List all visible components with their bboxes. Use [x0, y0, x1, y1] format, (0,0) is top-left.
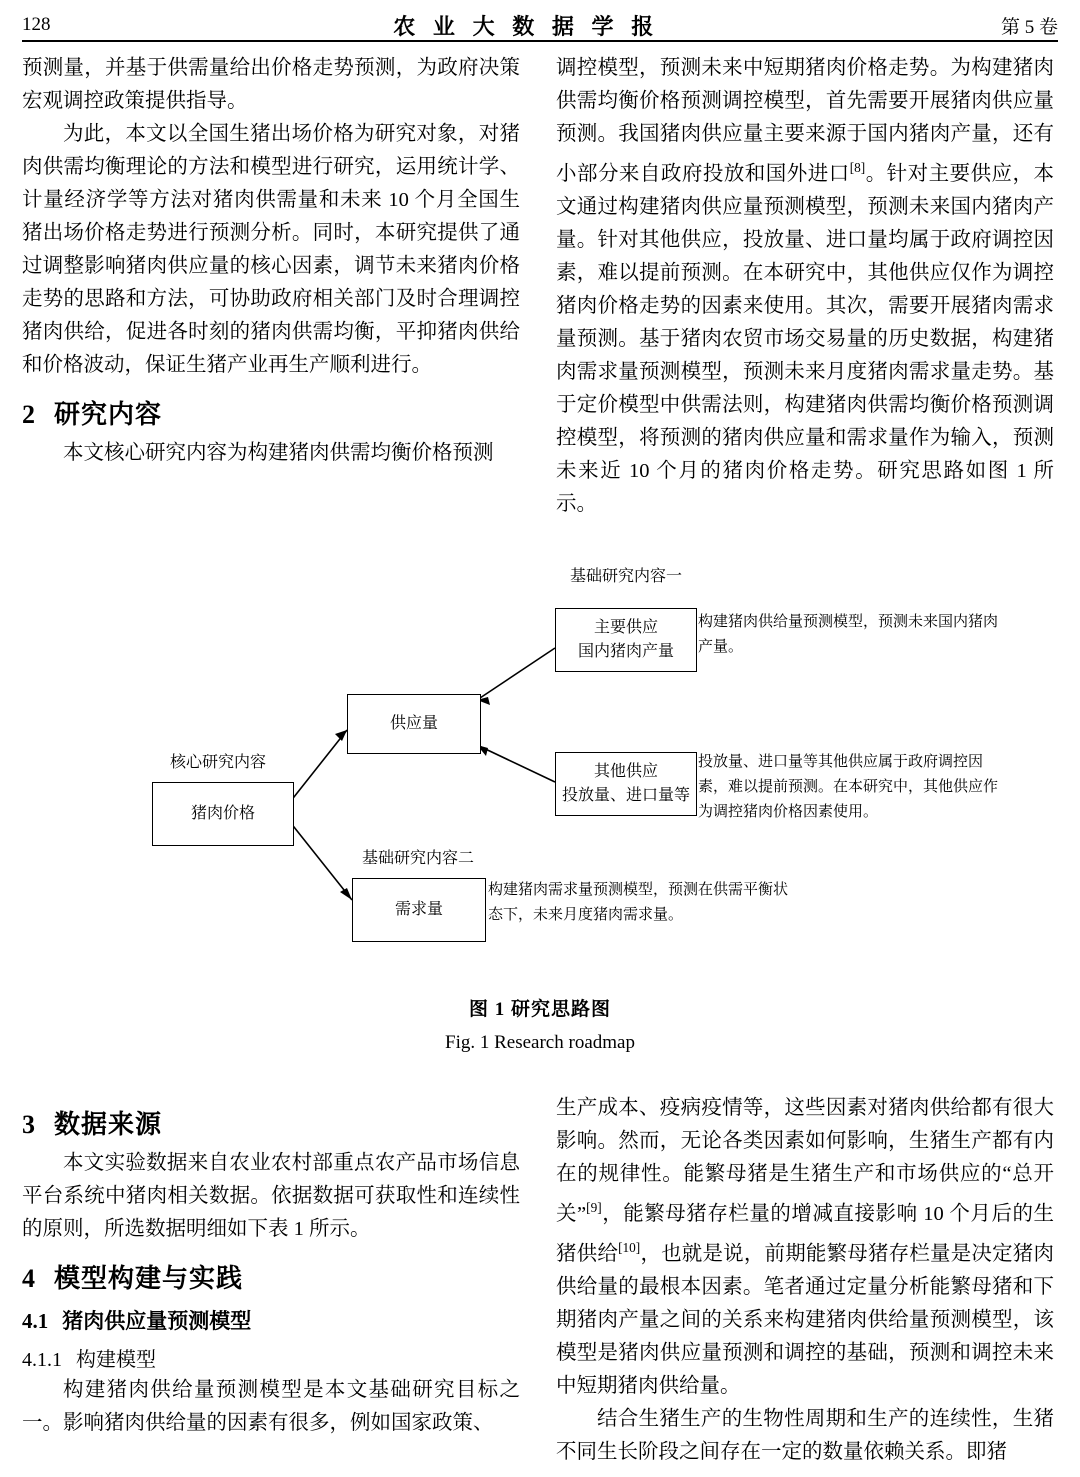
figure-caption-en-text: Fig. 1 Research roadmap: [445, 1032, 635, 1053]
page-header: [22, 8, 1058, 42]
section-heading-4: [22, 1258, 520, 1295]
citation-8: [8]: [849, 160, 866, 175]
section-heading-4-1-1: [22, 1343, 520, 1372]
lower-left-column: [22, 1092, 520, 1469]
figure-node-pork-price-text: 猪肉价格: [190, 805, 255, 822]
figure-label-basic-one: 基础研究内容一: [570, 568, 683, 585]
figure-node-other-supply: [555, 752, 697, 816]
section-heading-4-1: [22, 1305, 520, 1335]
figure-node-supply-text: 供应量: [389, 715, 438, 732]
figure-caption-cn: [22, 994, 1058, 1021]
lower-left-paragraph-2: 构建猪肉供给量预测模型是本文基础研究目标之一。影响猪肉供给量的因素有很多，例如国家政策、: [22, 1379, 520, 1434]
figure-node-main-supply-line1: 主要供应: [593, 619, 658, 636]
citation-10: [10]: [618, 1239, 641, 1255]
section-4-1-title: 猪肉供应量预测模型: [62, 1309, 252, 1333]
figure-node-main-supply: [555, 608, 697, 672]
figure-node-pork-price: [152, 782, 294, 846]
section-4-1-1-number: 4.1.1: [22, 1349, 62, 1371]
figure-node-other-supply-line2: 投放量、进口量等: [561, 787, 690, 804]
figure-caption-cn-text: 图 1 研究思路图: [468, 999, 611, 1020]
lower-right-column: [556, 1092, 1054, 1469]
lower-left-paragraph-1: 本文实验数据来自农业农村部重点农产品市场信息平台系统中猪肉相关数据。依据数据可获取性和连续性的原则，所选数据明细如下表 1 所示。: [22, 1152, 520, 1240]
citation-9: [9]: [586, 1200, 602, 1215]
section-2-title: 研究内容: [54, 400, 163, 429]
section-4-1-1-title: 构建模型: [76, 1349, 156, 1371]
figure-1: [22, 560, 1058, 1060]
figure-node-demand: [352, 878, 486, 942]
figure-node-demand-text: 需求量: [394, 901, 443, 918]
section-2-number: 2: [22, 400, 36, 429]
figure-node-supply: [347, 694, 481, 754]
section-4-number: 4: [22, 1264, 36, 1293]
left-paragraph-2: 为此，本文以全国生猪出场价格为研究对象，对猪肉供需均衡理论的方法和模型进行研究，运用统计学、计量经济学等方法对猪肉供需量和未来 10 个月全国生猪出场价格走势进行预测分析。同时，本研究提供了通过调整影响猪肉供应量的核心因素，调节未来猪肉价格走势的思路和方法，可协助政府相关部门及时合理调控猪肉供给，促进各时刻的猪肉供需均衡，平抑猪肉供给和价格波动，保证生猪产业再生产顺利进行。: [22, 123, 520, 376]
section-heading-2: [22, 394, 520, 431]
lower-right-paragraph-1: 生产成本、疫病疫情等，这些因素对猪肉供给都有很大影响。然而，无论各类因素如何影响，生猪生产都有内在的规律性。能繁母猪是生猪生产和市场供应的“总开关”[9]，能繁母猪存栏量的增减直接影响 10 个月后的生猪供给[10]，也就是说，前期能繁母猪存栏量是决定猪肉供给量的最根本因素。笔者通过定量分析能繁母猪和下期猪肉产量之间的关系来构建猪肉供给量预测模型，该模型是猪肉供应量预测和调控的基础，预测和调控未来中短期猪肉供给量。: [556, 1097, 1055, 1397]
volume-label: 第 5 卷: [1000, 16, 1058, 38]
figure-desc-demand: 构建猪肉需求量预测模型，预测在供需平衡状态下，未来月度猪肉需求量。: [488, 882, 789, 923]
figure-desc-other-supply: 投放量、进口量等其他供应属于政府调控因素，难以提前预测。在本研究中，其他供应作为调控猪肉价格因素使用。: [698, 754, 999, 820]
left-paragraph-1: 预测量，并基于供需量给出价格走势预测，为政府决策宏观调控政策提供指导。: [22, 57, 520, 112]
section-3-title: 数据来源: [54, 1110, 163, 1139]
header-divider: [22, 40, 1058, 42]
figure-label-basic-two: 基础研究内容二: [362, 850, 475, 867]
section-heading-3: [22, 1104, 520, 1141]
journal-title: 农 业 大 数 据 学 报: [393, 13, 659, 40]
left-paragraph-3: 本文核心研究内容为构建猪肉供需均衡价格预测: [63, 442, 494, 464]
section-4-1-number: 4.1: [22, 1309, 49, 1333]
top-columns: [22, 52, 1058, 521]
page-number: 128: [22, 14, 51, 35]
figure-caption-en: [22, 1032, 1058, 1054]
lower-right-paragraph-2: 结合生猪生产的生物性周期和生产的连续性，生猪不同生长阶段之间存在一定的数量依赖关系。即猪: [556, 1407, 1054, 1463]
figure-label-core: 核心研究内容: [170, 754, 267, 771]
left-column: [22, 52, 520, 521]
figure-node-main-supply-line2: 国内猪肉产量: [577, 643, 674, 660]
bottom-columns: [22, 1092, 1058, 1469]
section-3-number: 3: [22, 1110, 36, 1139]
figure-node-other-supply-line1: 其他供应: [593, 763, 658, 780]
figure-desc-main-supply: 构建猪肉供给量预测模型，预测未来国内猪肉产量。: [698, 614, 999, 655]
section-4-title: 模型构建与实践: [54, 1264, 244, 1293]
right-column: [556, 52, 1054, 521]
right-paragraph-1: 调控模型，预测未来中短期猪肉价格走势。为构建猪肉供需均衡价格预测调控模型，首先需要开展猪肉供应量预测。我国猪肉供应量主要来源于国内猪肉产量，还有小部分来自政府投放和国外进口[8]。针对主要供应，本文通过构建猪肉供应量预测模型，预测未来国内猪肉产量。针对其他供应，投放量、进口量均属于政府调控因素，难以提前预测。在本研究中，其他供应仅作为调控猪肉价格走势的因素来使用。其次，需要开展猪肉需求量预测。基于猪肉农贸市场交易量的历史数据，构建猪肉需求量预测模型，预测未来月度猪肉需求量走势。基于定价模型中供需法则，构建猪肉供需均衡价格预测调控模型，将预测的猪肉供应量和需求量作为输入，预测未来近 10 个月的猪肉价格走势。研究思路如图 1 所示。: [556, 57, 1055, 515]
